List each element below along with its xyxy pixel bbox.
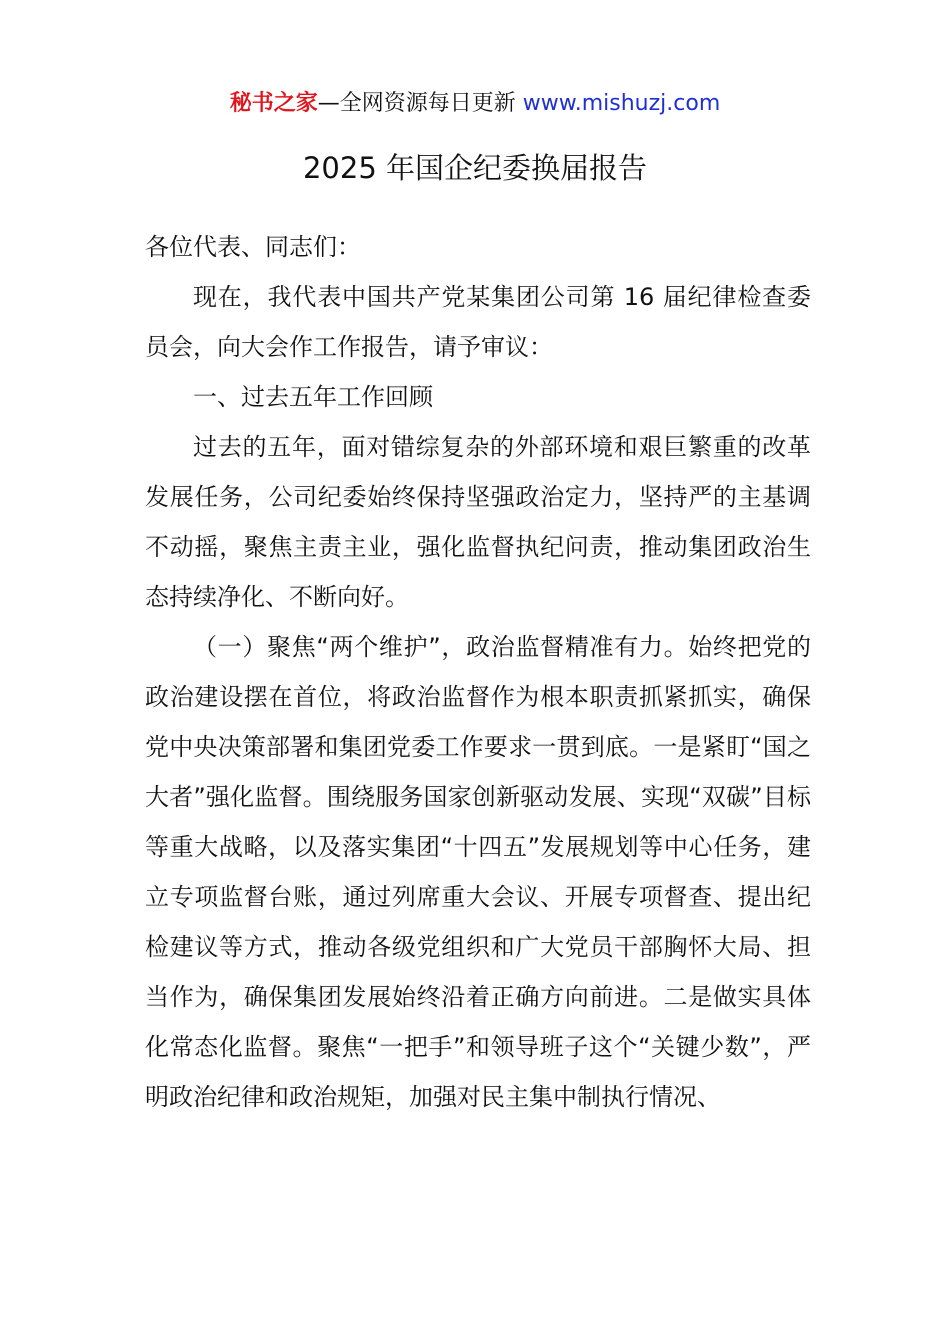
site-brand: 秘书之家	[229, 91, 318, 116]
salutation: 各位代表、同志们：	[145, 233, 361, 261]
section-heading: 一、过去五年工作回顾	[193, 383, 433, 411]
document-body	[145, 222, 811, 1122]
site-url-link[interactable]: www.mishuzj.com	[522, 91, 721, 116]
site-header	[0, 88, 950, 120]
site-slogan: —全网资源每日更新	[317, 91, 523, 116]
paragraph-political-supervision: （一）聚焦“两个维护”，政治监督精准有力。始终把党的政治建设摆在首位，将政治监督作为根本职责抓紧抓实，确保党中央决策部署和集团党委工作要求一贯到底。一是紧盯“国之大者”强化监督。围绕服务国家创新驱动发展、实现“双碳”目标等重大战略，以及落实集团“十四五”发展规划等中心任务，建立专项监督台账，通过列席重大会议、开展专项督查、提出纪检建议等方式，推动各级党组织和广大党员干部胸怀大局、担当作为，确保集团发展始终沿着正确方向前进。二是做实具体化常态化监督。聚焦“一把手”和领导班子这个“关键少数”，严明政治纪律和政治规矩，加强对民主集中制执行情况、	[145, 633, 811, 1111]
document-title: 2025 年国企纪委换届报告	[302, 151, 648, 185]
paragraph-intro: 现在，我代表中国共产党某集团公司第 16 届纪律检查委员会，向大会作工作报告，请予审议：	[145, 283, 811, 361]
paragraph-review: 过去的五年，面对错综复杂的外部环境和艰巨繁重的改革发展任务，公司纪委始终保持坚强政治定力，坚持严的主基调不动摇，聚焦主责主业，强化监督执纪问责，推动集团政治生态持续净化、不断向好。	[145, 433, 811, 611]
